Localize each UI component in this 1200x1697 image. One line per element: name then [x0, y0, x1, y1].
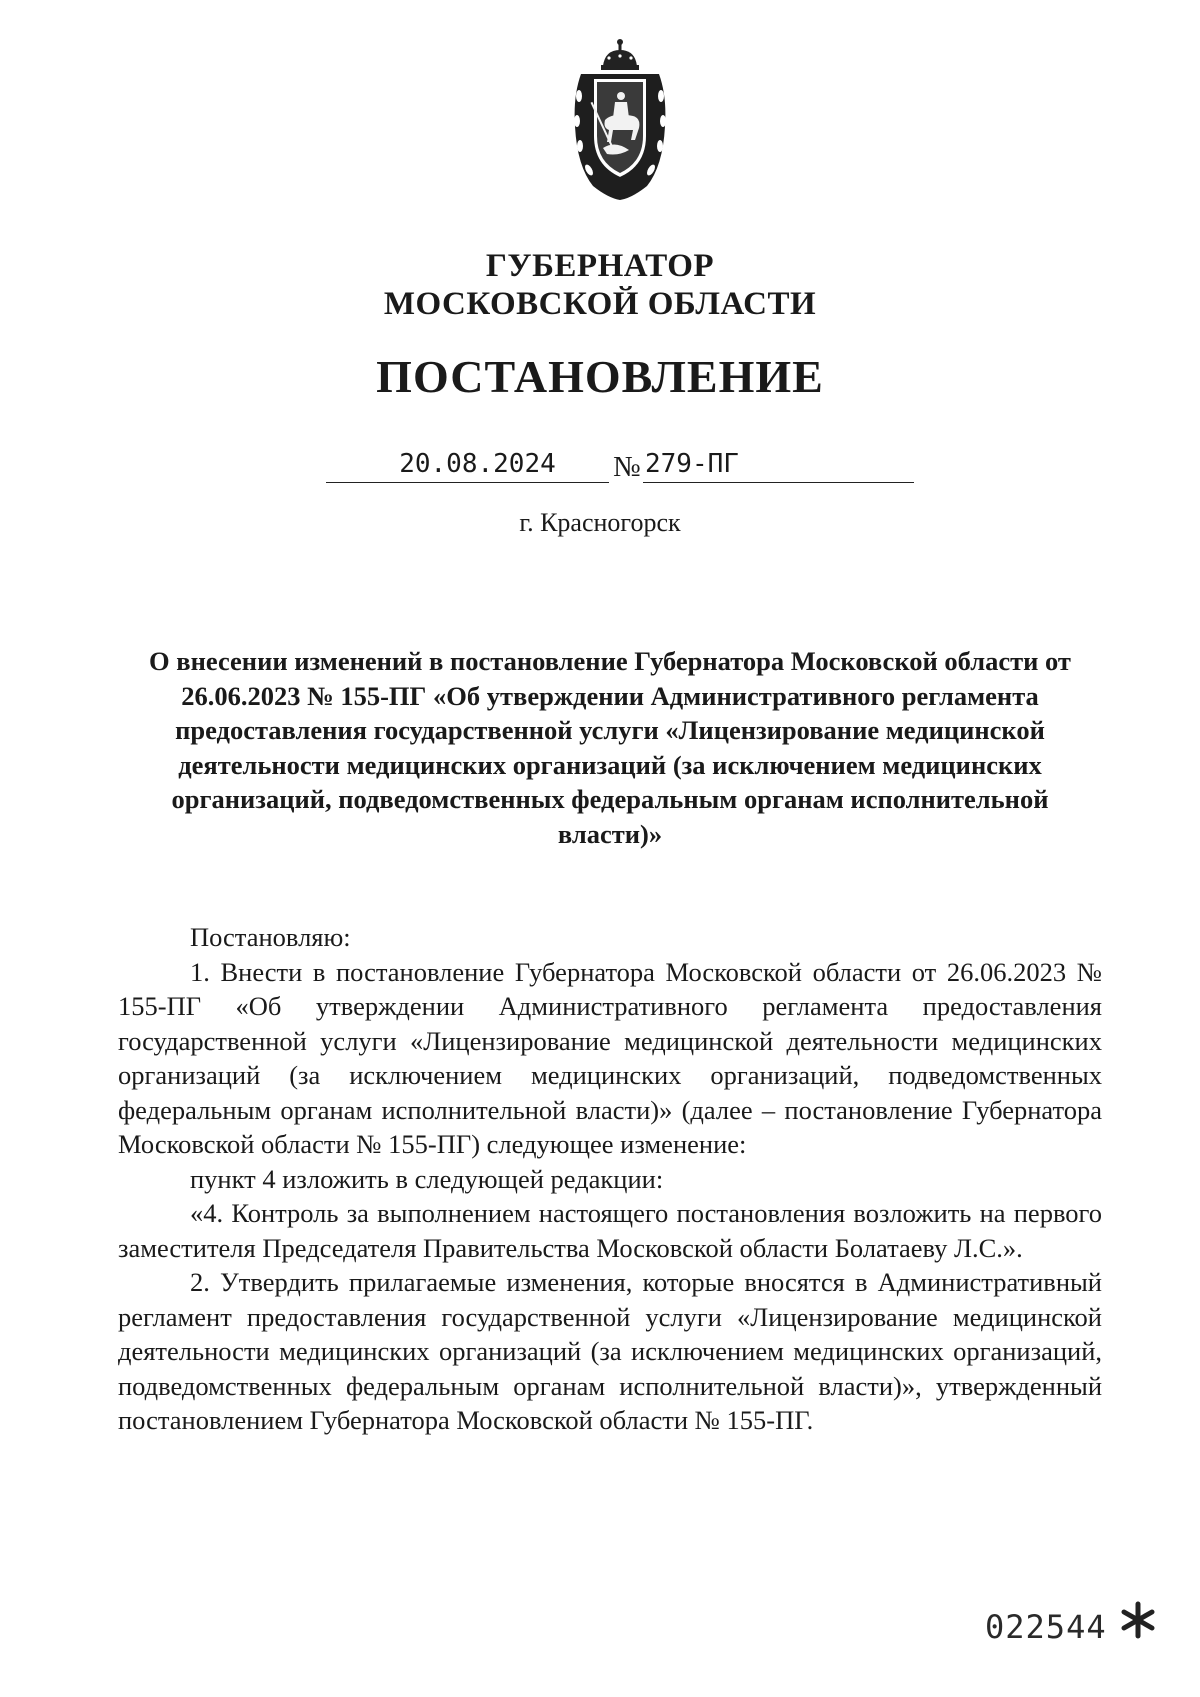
coat-of-arms-icon: [563, 36, 677, 201]
paragraph-2: 2. Утвердить прилагаемые изменения, которые вносятся в Административный регламент предоставления государственной услуги «Лицензирование медицинской деятельности медицинских организаций (за исключением медицинских организаций, подведомственных федеральным органам исполнительной власти)», утвержденный постановлением Губернатора Московской области № 155-ПГ.: [118, 1267, 1102, 1435]
document-number: 279-ПГ: [645, 449, 739, 479]
number-sign: №: [613, 451, 641, 483]
paragraph-resolve: Постановляю:: [190, 922, 351, 952]
paragraph-1-quote: «4. Контроль за выполнением настоящего постановления возложить на первого заместителя Председателя Правительства Московской области Болатаеву Л.С.».: [118, 1198, 1102, 1263]
paragraph-1: 1. Внести в постановление Губернатора Московской области от 26.06.2023 № 155-ПГ «Об утверждении Административного регламента предоставления государственной услуги «Лицензирование медицинской деятельности медицинских организаций (за исключением медицинских организаций, подведомственных федеральным органам исполнительной власти)» (далее – постановление Губернатора Московской области № 155-ПГ) следующее изменение:: [118, 956, 1102, 1159]
paragraph-1-sub: пункт 4 изложить в следующей редакции:: [190, 1163, 664, 1194]
authority-title-line2: МОСКОВСКОЙ ОБЛАСТИ: [383, 286, 817, 322]
document-title: О внесении изменений в постановление Губернатора Московской области от 26.06.2023 № 155-ПГ «Об утверждении Административного регламента предоставления государственной услуги «Лицензирование медицинской деятельности медицинских организаций (за исключением медицинских организаций, подведомственных федеральным органам исполнительной власти)»: [149, 646, 1071, 849]
asterisk-icon: [1118, 1600, 1158, 1640]
document-body: [118, 920, 1102, 1438]
document-type: ПОСТАНОВЛЕНИЕ: [376, 351, 824, 402]
authority-title-line1: ГУБЕРНАТОР: [485, 248, 715, 284]
document-date: 20.08.2024: [399, 449, 556, 479]
city-name: г. Красногорск: [519, 508, 681, 537]
serial-number: 022544: [985, 1608, 1107, 1646]
date-number-line: [0, 449, 1200, 489]
